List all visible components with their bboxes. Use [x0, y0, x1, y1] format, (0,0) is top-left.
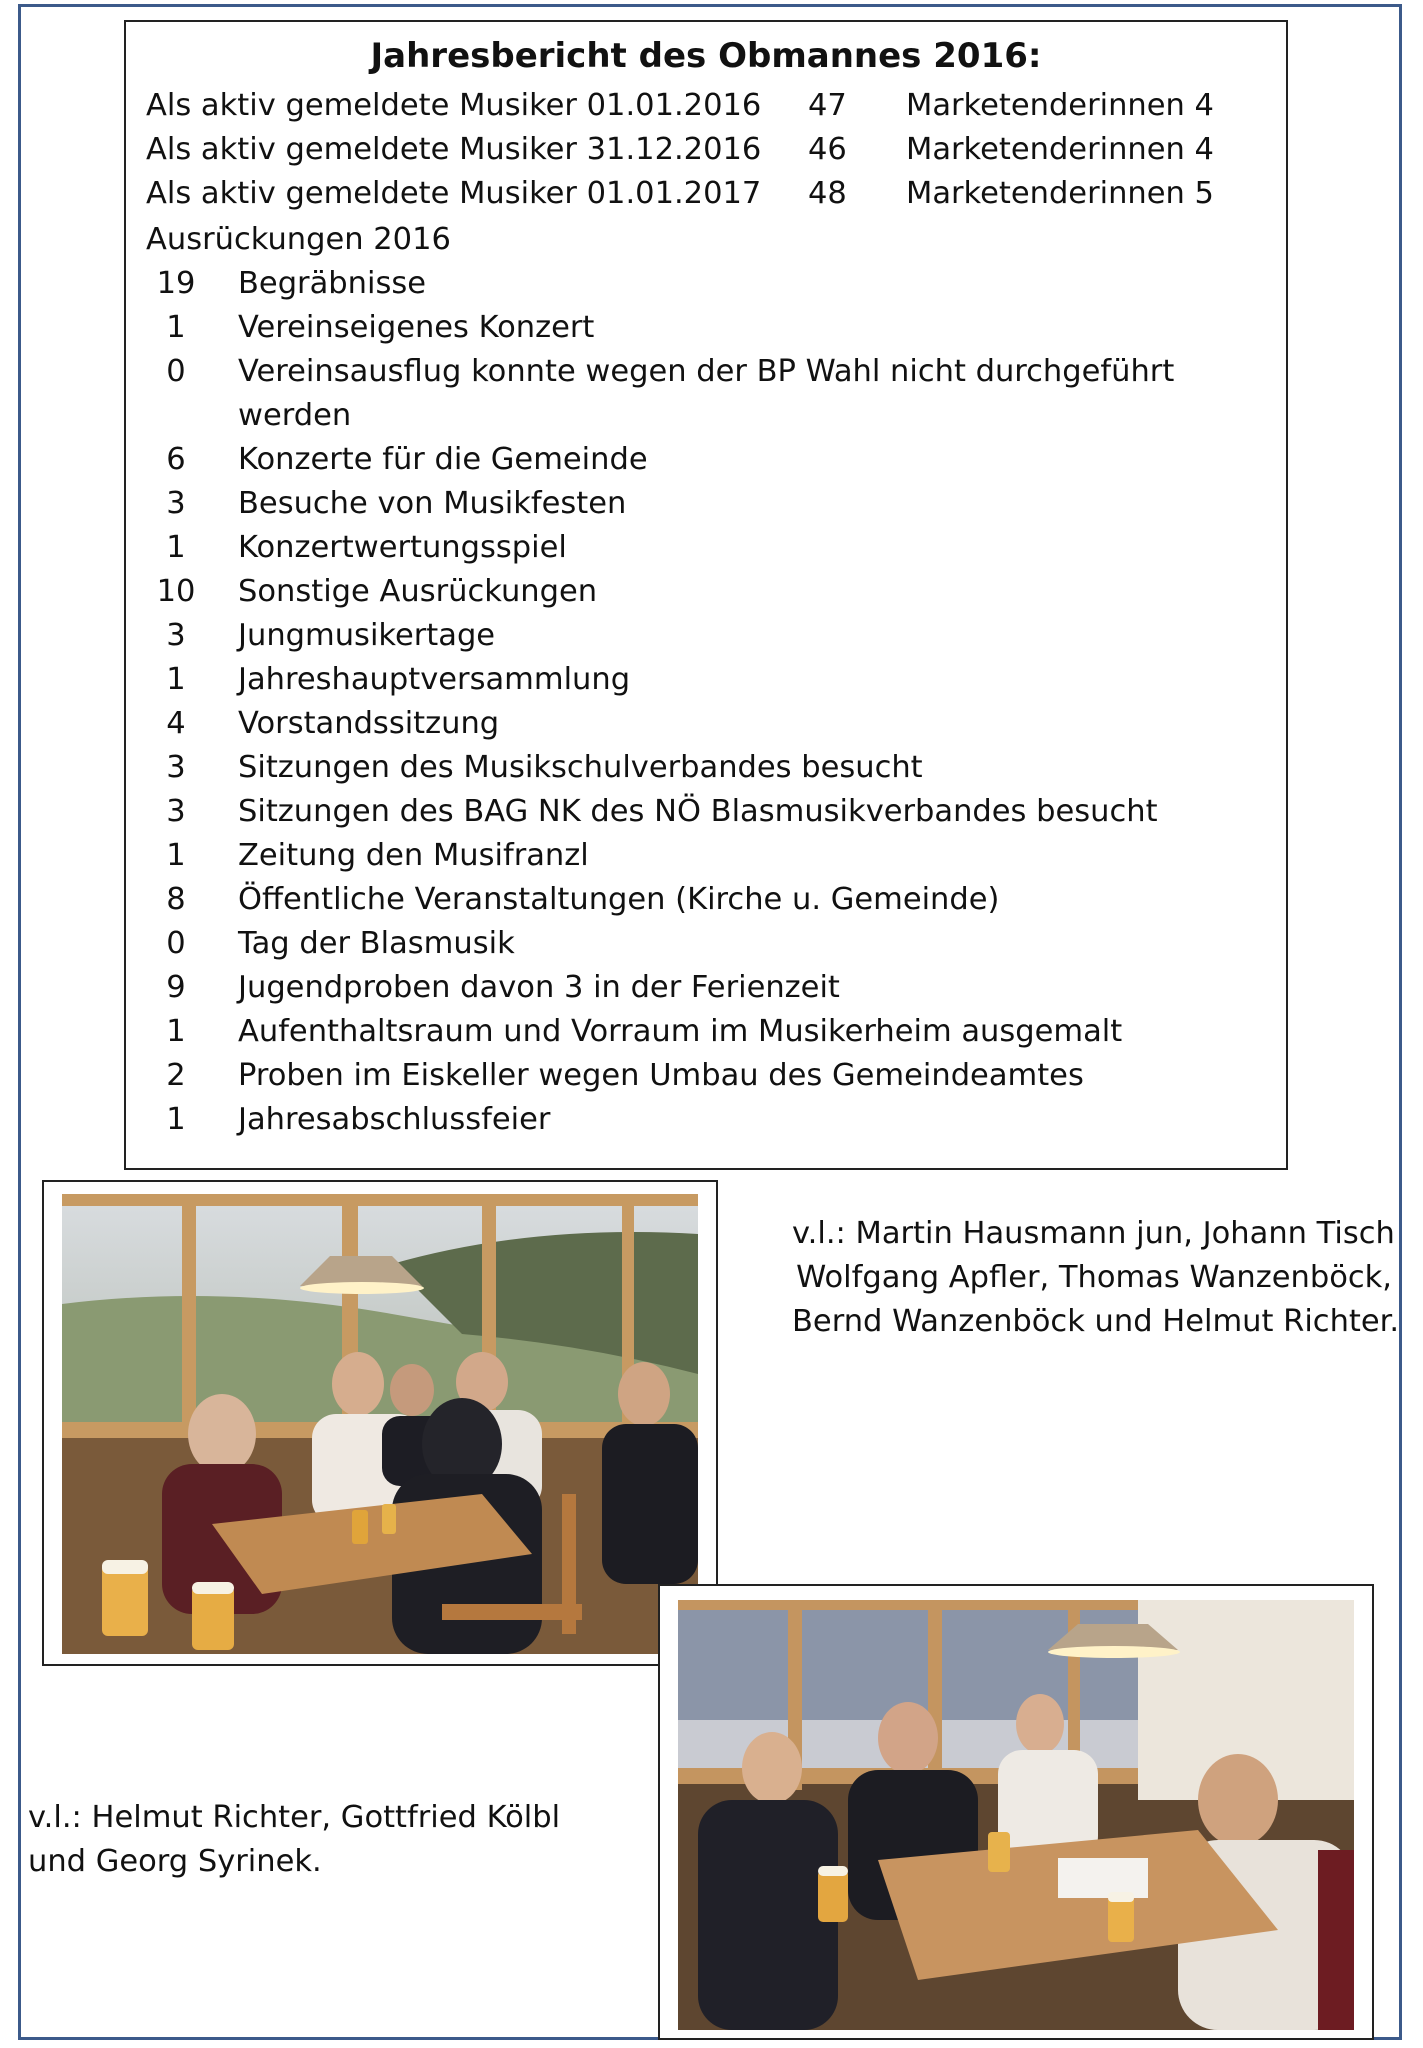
photo-musicians-table-2: [678, 1600, 1354, 2030]
photo-frame-1: [42, 1180, 718, 1666]
member-count-label: Als aktiv gemeldete Musiker 01.01.2016: [146, 88, 762, 123]
marketender-count: Marketenderinnen 5: [906, 176, 1214, 211]
activity-text: Vereinsausflug konnte wegen der BP Wahl nicht durchgeführt werden: [238, 354, 1175, 433]
activity-count: 1: [166, 662, 186, 697]
activity-count: 3: [166, 486, 186, 521]
member-count-label: Als aktiv gemeldete Musiker 01.01.2017: [146, 176, 762, 211]
activity-text: Jungmusikertage: [238, 618, 496, 653]
activity-text: Besuche von Musikfesten: [238, 486, 627, 521]
caption-line: v.l.: Martin Hausmann jun, Johann Tisch: [792, 1216, 1395, 1251]
activity-count: 4: [166, 706, 186, 741]
activity-text: Vorstandssitzung: [238, 706, 500, 741]
activity-count: 1: [166, 530, 186, 565]
activity-count: 10: [156, 574, 196, 609]
activity-count: 0: [166, 354, 186, 389]
activity-count: 2: [166, 1058, 186, 1093]
marketender-count: Marketenderinnen 4: [906, 132, 1214, 167]
activity-count: 3: [166, 794, 186, 829]
report-title: Jahresbericht des Obmannes 2016:: [370, 36, 1042, 76]
activity-text: Vereinseigenes Konzert: [238, 310, 595, 345]
activity-count: 1: [166, 1102, 186, 1137]
member-count-value: 46: [808, 132, 847, 167]
activity-text: Konzerte für die Gemeinde: [238, 442, 648, 477]
activity-count: 8: [166, 882, 186, 917]
activity-text: Sonstige Ausrückungen: [238, 574, 598, 609]
activity-count: 9: [166, 970, 186, 1005]
activity-text: Aufenthaltsraum und Vorraum im Musikerheim ausgemalt: [238, 1014, 1123, 1049]
activity-count: 19: [156, 266, 196, 301]
caption-line: und Georg Syrinek.: [28, 1844, 322, 1879]
activity-text: Öffentliche Veranstaltungen (Kirche u. Gemeinde): [238, 882, 1000, 917]
activity-text: Jahreshauptversammlung: [238, 662, 631, 697]
photo-musicians-table-1: [62, 1194, 698, 1654]
caption-photo-2: [28, 1796, 560, 1884]
caption-line: Wolfgang Apfler, Thomas Wanzenböck,: [796, 1260, 1392, 1295]
section-heading-ausrueckungen: Ausrückungen 2016: [146, 222, 451, 257]
activity-text: Sitzungen des BAG NK des NÖ Blasmusikverbandes besucht: [238, 794, 1158, 829]
activity-text: Tag der Blasmusik: [238, 926, 515, 961]
activity-count: 1: [166, 310, 186, 345]
member-count-value: 48: [808, 176, 847, 211]
caption-line: Bernd Wanzenböck und Helmut Richter.: [792, 1304, 1400, 1339]
activity-count: 3: [166, 750, 186, 785]
activity-count: 3: [166, 618, 186, 653]
activity-text: Jahresabschlussfeier: [238, 1102, 551, 1137]
activity-count: 6: [166, 442, 186, 477]
member-count-value: 47: [808, 88, 847, 123]
caption-line: v.l.: Helmut Richter, Gottfried Kölbl: [28, 1800, 561, 1835]
activity-text: Sitzungen des Musikschulverbandes besucht: [238, 750, 923, 785]
member-count-label: Als aktiv gemeldete Musiker 31.12.2016: [146, 132, 762, 167]
activity-count: 0: [166, 926, 186, 961]
annual-report-box: [124, 20, 1288, 1170]
activity-count: 1: [166, 1014, 186, 1049]
photo-frame-2: [658, 1584, 1374, 2040]
activity-count: 1: [166, 838, 186, 873]
activity-text: Zeitung den Musifranzl: [238, 838, 589, 873]
activity-text: Jugendproben davon 3 in der Ferienzeit: [238, 970, 840, 1005]
caption-photo-1: [792, 1212, 1400, 1344]
activity-text: Konzertwertungsspiel: [238, 530, 567, 565]
marketender-count: Marketenderinnen 4: [906, 88, 1214, 123]
activity-text: Begräbnisse: [238, 266, 426, 301]
activity-text: Proben im Eiskeller wegen Umbau des Gemeindeamtes: [238, 1058, 1084, 1093]
